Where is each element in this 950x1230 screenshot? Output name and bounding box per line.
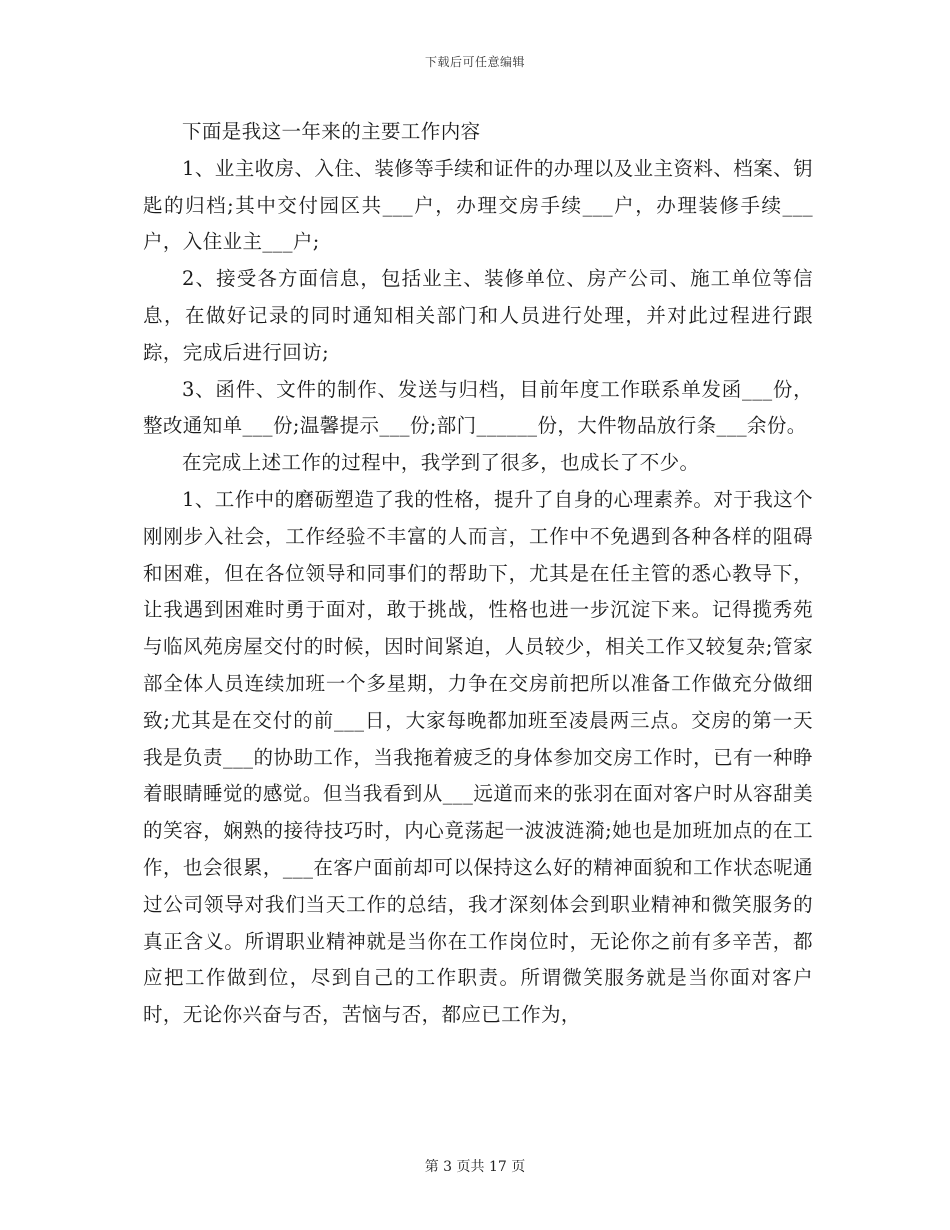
paragraph-item-3: 3、函件、文件的制作、发送与归档，目前年度工作联系单发函___份，整改通知单___份;温馨提示___份;部门______份，大件物品放行条___余份。 <box>143 377 813 438</box>
paragraph-reflection-1: 1、工作中的磨砺塑造了我的性格，提升了自身的心理素养。对于我这个刚刚步入社会，工作经验不丰富的人而言，工作中不免遇到各种各样的阻碍和困难，但在各位领导和同事们的帮助下，尤其是在任主管的悉心教导下，让我遇到困难时勇于面对，敢于挑战，性格也进一步沉淀下来。记得揽秀苑与临风苑房屋交付的时候，因时间紧迫，人员较少，相关工作又较复杂;管家部全体人员连续加班一个多星期，力争在交房前把所以准备工作做充分做细致;尤其是在交付的前___日，大家每晚都加班至凌晨两三点。交房的第一天我是负责___的协助工作，当我拖着疲乏的身体参加交房工作时，已有一种睁着眼睛睡觉的感觉。但当我看到从___远道而来的张羽在面对客户时从容甜美的笑容，娴熟的接待技巧时，内心竟荡起一波波涟漪;她也是加班加点的在工作，也会很累，___在客户面前却可以保持这么好的精神面貌和工作状态呢通过公司领导对我们当天工作的总结，我才深刻体会到职业精神和微笑服务的真正含义。所谓职业精神就是当你在工作岗位时，无论你之前有多辛苦，都应把工作做到位，尽到自己的工作职责。所谓微笑服务就是当你面对客户时，无论你兴奋与否，苦恼与否，都应已工作为， <box>143 487 813 1027</box>
paragraph-summary: 在完成上述工作的过程中，我学到了很多，也成长了不少。 <box>182 451 700 475</box>
page-header-note: 下载后可任意编辑 <box>424 55 525 69</box>
document-body <box>143 114 813 1034</box>
paragraph-item-1: 1、业主收房、入住、装修等手续和证件的办理以及业主资料、档案、钥匙的归档;其中交付园区共___户，办理交房手续___户，办理装修手续___户，入住业主___户; <box>143 156 813 254</box>
page-number-footer: 第 3 页共 17 页 <box>424 1159 526 1175</box>
paragraph-intro: 下面是我这一年来的主要工作内容 <box>182 120 481 143</box>
paragraph-item-2: 2、接受各方面信息，包括业主、装修单位、房产公司、施工单位等信息，在做好记录的同时通知相关部门和人员进行处理，并对此过程进行跟踪，完成后进行回访; <box>143 267 813 364</box>
